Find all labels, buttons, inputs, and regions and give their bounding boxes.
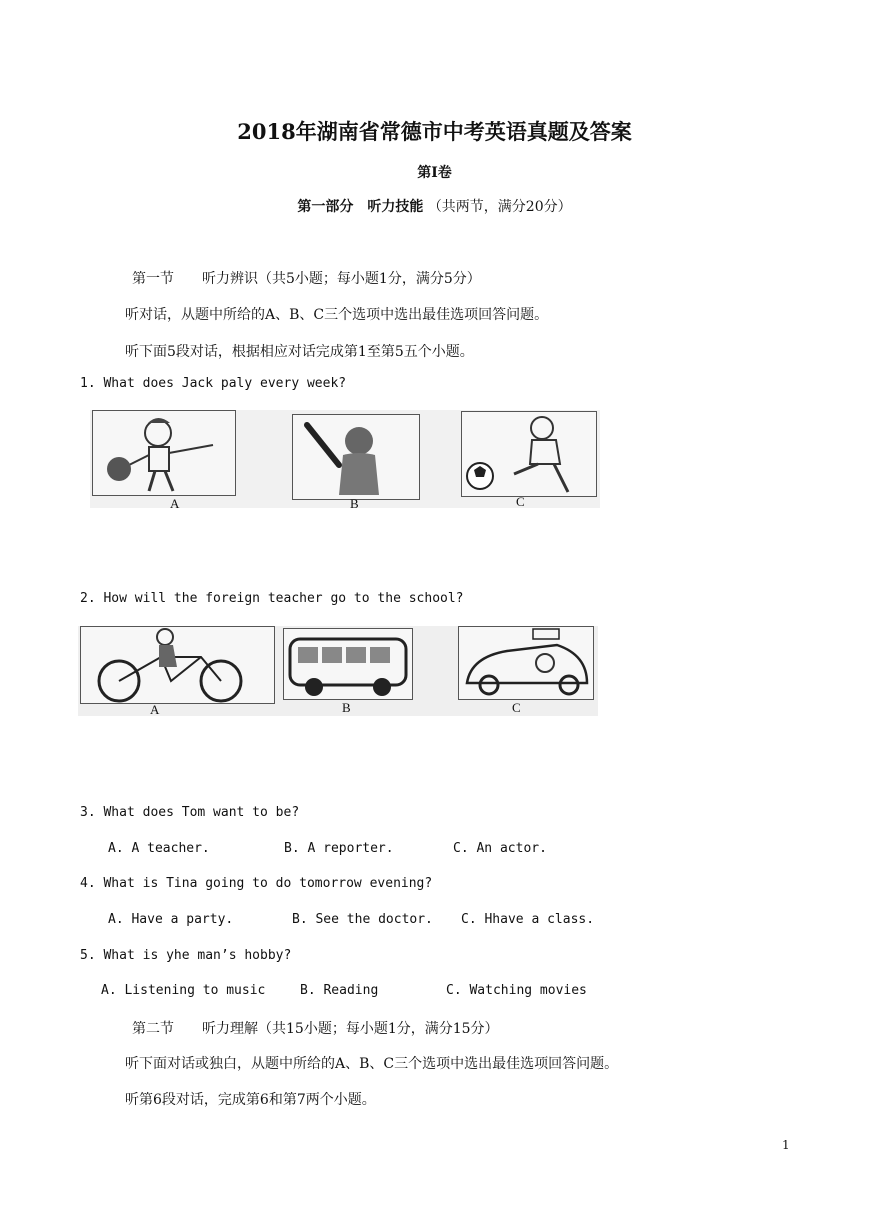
question-1-label-b: B — [350, 496, 359, 511]
question-5-option-b: B. Reading — [300, 983, 379, 998]
page-title: 2018年湖南省常德市中考英语真题及答案 — [237, 119, 632, 144]
volume-label: 第I卷 — [417, 165, 452, 181]
question-4-text: 4. What is Tina going to do tomorrow evening? — [80, 876, 433, 891]
section2-instruction-1: 听下面对话或独白，从题中所给的A、B、C三个选项中选出最佳选项回答问题。 — [125, 1056, 619, 1072]
section1-instruction-1: 听对话，从题中所给的A、B、C三个选项中选出最佳选项回答问题。 — [125, 307, 549, 323]
question-2-label-a: A — [150, 702, 160, 717]
section2-heading: 第二节 听力理解（共15小题；每小题1分，满分15分） — [132, 1021, 499, 1037]
part-heading — [0, 196, 869, 216]
section2-instruction-2: 听第6段对话，完成第6和第7两个小题。 — [125, 1092, 376, 1108]
question-3-option-b: B. A reporter. — [284, 841, 394, 856]
question-3-option-c: C. An actor. — [453, 841, 547, 856]
question-5-option-a: A. Listening to music — [101, 983, 266, 998]
question-5-option-c: C. Watching movies — [446, 983, 587, 998]
part-note: （共两节，满分20分） — [427, 199, 572, 215]
question-2-label-c: C — [512, 700, 521, 715]
question-3-text: 3. What does Tom want to be? — [80, 805, 300, 820]
basketball-player-icon — [92, 410, 236, 496]
taxi-icon — [458, 626, 594, 700]
baseball-player-icon — [292, 414, 420, 500]
bicycle-icon — [80, 626, 275, 704]
part-title: 第一部分 听力技能 — [297, 199, 424, 215]
question-1-label-c: C — [516, 494, 525, 509]
section1-heading: 第一节 听力辨识（共5小题；每小题1分，满分5分） — [132, 271, 481, 287]
question-1-text: 1. What does Jack paly every week? — [80, 376, 347, 391]
soccer-player-icon — [461, 411, 597, 497]
question-4-option-c: C. Hhave a class. — [461, 912, 595, 927]
question-1-label-a: A — [170, 496, 180, 511]
question-5-text: 5. What is yhe man’s hobby? — [80, 948, 292, 963]
section1-instruction-2: 听下面5段对话，根据相应对话完成第1至第5五个小题。 — [125, 344, 474, 360]
question-2-label-b: B — [342, 700, 351, 715]
page-number: 1 — [782, 1138, 790, 1152]
question-4-option-b: B. See the doctor. — [292, 912, 433, 927]
question-3-option-a: A. A teacher. — [108, 841, 210, 856]
question-4-option-a: A. Have a party. — [108, 912, 234, 927]
bus-icon — [283, 628, 413, 700]
question-2-text: 2. How will the foreign teacher go to the school? — [80, 591, 464, 606]
